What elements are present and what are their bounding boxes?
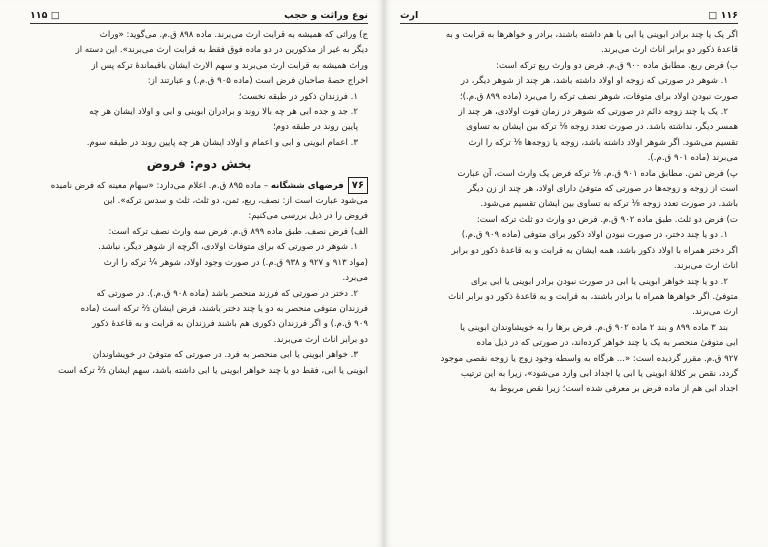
page-number: □ ۱۱۵: [30, 10, 60, 21]
text-line: فروض را در ذیل بررسی می‌کنیم:: [248, 211, 368, 222]
text-line: است از زوجه و زوجه‌ها در صورتی که متوفیٰ دارای اولاد، هر چند از زن دیگر: [467, 184, 738, 195]
text-line: (مواد ۹۱۳ و ۹۲۷ و ۹۳۸ ق.م.) در صورت وجود اولاد، شوهر ¼ ترکه را ارث: [103, 257, 368, 268]
text-line: قاعدهٔ ذکور دو برابر اناث ارث می‌برند.: [600, 45, 738, 56]
text-line: می‌برند (ماده ۹۰۱ ق.م.).: [647, 153, 738, 164]
page-body: [400, 28, 738, 398]
list-item: پایین روند در طبقه دوم؛: [272, 122, 358, 133]
text-line: ۱. شوهر در صورتی که برای متوفات اولادی، اگرچه از شوهر دیگر، نباشد.: [98, 242, 358, 253]
text-line: اناث ارث می‌برند.: [673, 261, 738, 272]
text-line: ۲. یک یا چند زوجه دائم در صورتی که شوهر در زمان فوت اولادی، هر چند از: [458, 107, 728, 118]
section-number: ۷۶: [348, 177, 368, 194]
text-line: اگر دختر همراه با اولاد ذکور باشد، همه ایشان به قرابت و به قاعدهٔ ذکور دو برابر: [451, 245, 738, 256]
text-line: ب) فرض ربع. مطابق ماده ۹۰۰ ق.م. فرض دو وارث ربع ترکه است:: [496, 60, 738, 71]
text-line: بند ۳ ماده ۸۹۹ و بند ۲ ماده ۹۰۲ ق.م. فرض برها را به خویشاوندان ابوینی یا: [459, 322, 728, 333]
text-line: ۱. شوهر در صورتی که زوجه او اولاد داشته باشد، هر چند از شوهر دیگر، در: [460, 76, 728, 87]
text-line: ۲. دو یا چند خواهر ابوینی یا ابی در صورت نبودن برادر ابوینی یا ابی برای: [470, 276, 728, 287]
text-line: ۳. خواهر ابوینی یا ابی منحصر به فرد. در صورتی که متوفیٰ در خویشاوندان: [92, 350, 358, 361]
text-span: – ماده ۸۹۵ ق.م. اعلام می‌دارد: «سهام معینه که فرض نامیده: [50, 180, 271, 191]
page-header: [400, 10, 738, 24]
text-line: الف) فرض نصف. طبق ماده ۸۹۹ ق.م. فرض سه وارث نصف ترکه است:: [108, 226, 368, 237]
text-line: ارث می‌برند.: [692, 307, 738, 318]
text-line: فرزندان متوفی منحصر به دو یا چند دختر باشند، فرض ایشان ⅔ ترکه است (ماده: [80, 303, 368, 314]
text-line: ت) فرض دو ثلث. طبق ماده ۹۰۲ ق.م. فرض دو وارث دو ثلث ترکه است:: [476, 214, 738, 225]
text-line: می‌شود عبارت است از: نصف، ربع، ثمن، دو ثلث، ثلث و سدس ترکه». این: [103, 196, 368, 207]
text-line: اخراج حصهٔ صاحبان فرض است (ماده ۹۰۵ ق.م.) و عبارتند از:: [147, 76, 368, 87]
page-body: [30, 28, 368, 379]
running-title: ارث: [400, 10, 419, 21]
right-page: [384, 0, 768, 547]
text-line: اجداد ابی هم از ماده فرض بر معرفی شده است؛ زیرا نقص مربوط به: [489, 384, 738, 395]
list-item: ۱. فرزندان ذکور در طبقه نخست؛: [238, 91, 358, 102]
text-line: ۱. دو یا چند دختر، در صورت نبودن اولاد ذکور برای متوفی (ماده ۹۰۹ ق.م.): [461, 230, 728, 241]
section-lead: فرضهای ششگانه: [270, 180, 344, 191]
text-line: ۲. دختر در صورتی که فرزند منحصر باشد (ماده ۹۰۸ ق.م.). در صورتی که: [96, 288, 358, 299]
text-line: وراث همیشه به قرابت ارث می‌برند و سهم الارث ایشان باقیماندهٔ ترکه پس از: [91, 60, 368, 71]
running-title: نوع وراثت و حجب: [284, 10, 368, 21]
text-line: همسر دیگر، نداشته باشد. در صورت تعدد زوجه ⅛ ترکه بین ایشان به تساوی: [466, 122, 738, 133]
text-line: [30, 177, 368, 194]
section-title: بخش دوم: فروض: [146, 157, 252, 172]
text-line: ابی متوفیٰ منحصر به یک یا چند خواهر کرده‌اند، در صورتی که در ذیل ماده: [476, 338, 738, 349]
text-line: ج) وراثی که همیشه به قرابت ارث می‌برند. ماده ۸۹۸ ق.م. می‌گوید: «وراث: [99, 30, 368, 40]
page-header: [30, 10, 368, 24]
text-line: پ) فرض ثمن. مطابق ماده ۹۰۱ ق.م. ⅛ ترکه فرض یک وارث است، آن عبارت: [457, 168, 738, 179]
page-number: ۱۱۶ □: [708, 10, 738, 21]
text-line: ۹۲۷ ق.م. مقرر گردیده است: «... هرگاه به واسطه وجود زوج یا زوجه نقصی موجود: [440, 353, 738, 364]
text-line: ابوینی یا ابی، فقط دو یا چند خواهر ابوینی یا ابی داشته باشد، سهم ایشان ⅔ ترکه است: [58, 365, 368, 376]
text-line: تقسیم می‌شود. اگر شوهر اولاد داشته باشد، زوجه یا زوجه‌ها ⅛ ترکه را ارث: [468, 137, 738, 148]
list-item: ۲. جد و جده ابی هر چه بالا روند و برادران ابوینی و ابی و اولاد ایشان هر چه: [89, 107, 358, 118]
text-line: گردد، نقص بر کلالهٔ ابوینی یا ابی یا اجداد ابی وارد می‌شود»، زیرا به این ترتیب: [460, 368, 738, 379]
list-item: ۳. اعمام ابوینی و ابی و اعمام و اولاد ایشان هر چه پایین روند در طبقه سوم.: [86, 137, 358, 148]
text-line: اگر یک یا چند برادر ابوینی یا ابی با هم داشته باشند، برادر و خواهرها به قرابت و به: [445, 30, 738, 40]
text-line: متوفیٰ. اگر خواهرها همراه با برادر باشند، به قرابت و به قاعدهٔ ذکور دو برابر اناث: [448, 291, 738, 302]
text-line: دیگر به غیر از مذکورین در دو ماده فوق فقط به قرابت ارث می‌برند». این دسته از: [75, 45, 368, 56]
text-line: دو برابر اناث ارث می‌برند.: [273, 334, 368, 345]
text-line: می‌برد.: [342, 273, 368, 284]
text-line: ۹۰۹ ق.م.) و اگر فرزندان ذکوری هم باشند فرزندان به قرابت و به قاعدهٔ ذکور: [92, 319, 368, 330]
text-line: باشد. در صورت تعدد زوجه ⅛ ترکه به تساوی بین ایشان تقسیم می‌شود.: [480, 199, 738, 210]
text-line: صورت نبودن اولاد برای متوفات، شوهر نصف ترکه را می‌برد (ماده ۸۹۹ ق.م.)؛: [459, 91, 738, 102]
